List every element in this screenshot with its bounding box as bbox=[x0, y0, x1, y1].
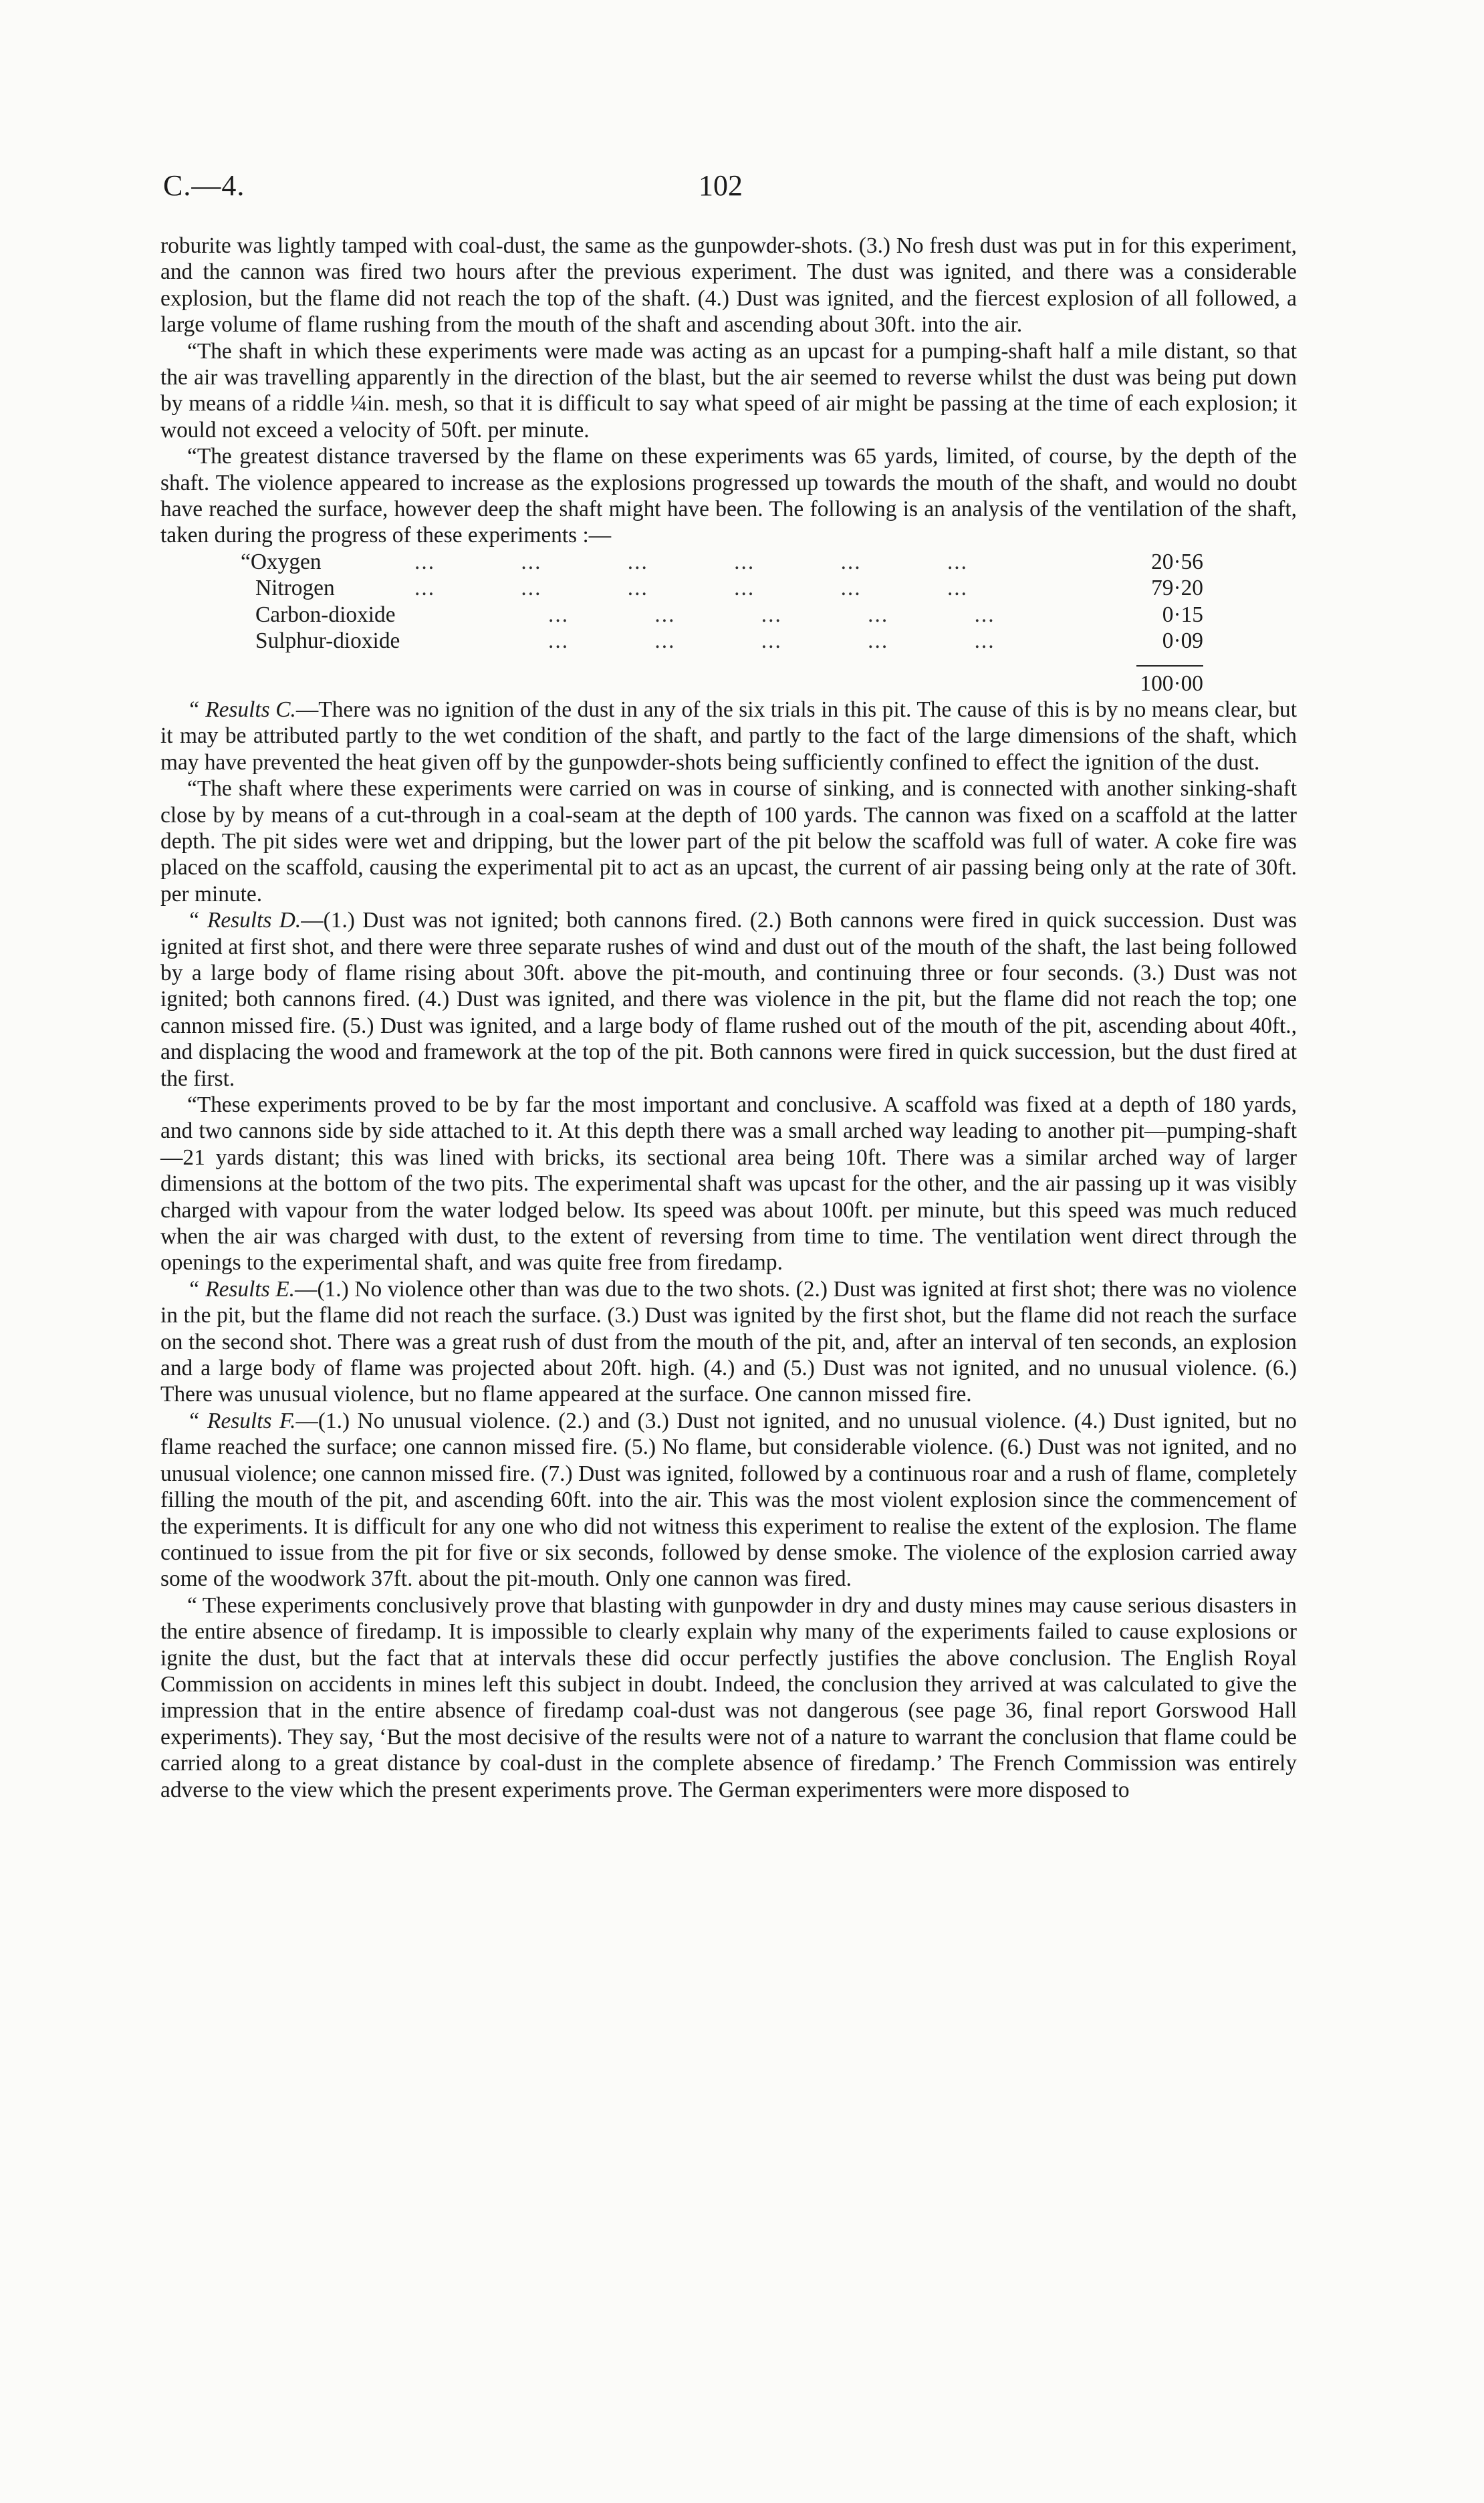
gas-value: 20·56 bbox=[1151, 549, 1203, 574]
gas-label: “Oxygen bbox=[241, 549, 322, 574]
paragraph bbox=[160, 1408, 1297, 1592]
gas-value: 79·20 bbox=[1151, 576, 1203, 601]
paragraph-text: —There was no ignition of the dust in any of the six trials in this pit. The cause of this is by no means clear, but it may be attributed partly to the wet condition of the shaft, and partly to the fact of the large dimensions of the shaft, which may have prevented the heat given off by the gunpowder-shots being sufficiently confined to effect the ignition of the dust. bbox=[160, 697, 1297, 775]
paragraph bbox=[160, 697, 1297, 776]
analysis-row bbox=[241, 549, 1203, 575]
paragraph bbox=[160, 907, 1297, 1092]
document-reference: C.—4. bbox=[163, 169, 245, 202]
paragraph bbox=[160, 1276, 1297, 1408]
page-header bbox=[160, 168, 1297, 215]
leader-dots: ... ... ... ... ... ... bbox=[414, 576, 968, 601]
gas-label: Nitrogen bbox=[255, 576, 335, 601]
paragraph-text: —(1.) No unusual violence. (2.) and (3.) Dust not ignited, and no unusual violence. (4.) Dust ignited, but no flame reached the surface; one cannon missed fire. (5.) No flame, but considerable violence. (6.) Dust was not ignited, and no unusual violence; one cannon missed fire. (7.) Dust was ignited, followed by a continuous roar and a rush of flame, completely filling the mouth of the pit, and ascending 60ft. into the air. This was the most violent explosion since the commencement of the experiments. It is difficult for any one who did not witness this experiment to realise the extent of the explosion. The flame continued to issue from the pit for five or six seconds, followed by dense smoke. The violence of the explosion carried away some of the woodwork 37ft. about the pit-mouth. Only one cannon was fired. bbox=[160, 1408, 1297, 1592]
gas-label: Sulphur-dioxide bbox=[255, 628, 400, 654]
paragraph: roburite was lightly tamped with coal-dust, the same as the gunpowder-shots. (3.) No fresh dust was put in for this experiment, and the cannon was fired two hours after the previous experiment. The dust was ignited, and there was a considerable explosion, but the flame did not reach the top of the shaft. (4.) Dust was ignited, and the fiercest explosion of all followed, a large volume of flame rushing from the mouth of the shaft and ascending about 30ft. into the air. bbox=[160, 233, 1297, 338]
body-text bbox=[160, 233, 1297, 1803]
paragraph: “The greatest distance traversed by the flame on these experiments was 65 yards, limited, of course, by the depth of the shaft. The violence appeared to increase as the explosions progressed up towards the mouth of the shaft, and would no doubt have reached the surface, however deep the shaft might have been. The following is an analysis of the ventilation of the shaft, taken during the progress of these experiments :— bbox=[160, 444, 1297, 548]
results-label: “ Results E. bbox=[187, 1276, 295, 1302]
paragraph: “The shaft in which these experiments were made was acting as an upcast for a pumping-shaft half a mile distant, so that the air was travelling apparently in the direction of the blast, but the air seemed to reverse whilst the dust was being put down by means of a riddle ¼in. mesh, so that it is difficult to say what speed of air might be passing at the time of each explosion; it would not exceed a velocity of 50ft. per minute. bbox=[160, 338, 1297, 443]
ventilation-analysis-table bbox=[241, 549, 1203, 697]
results-label: “ Results D. bbox=[187, 908, 301, 933]
paragraph-text: —(1.) No violence other than was due to the two shots. (2.) Dust was ignited at first shot; there was no violence in the pit, but the flame did not reach the surface. (3.) Dust was ignited by the first shot, but the flame did not reach the surface on the second shot. There was a great rush of dust from the mouth of the pit, and, after an interval of ten seconds, an explosion and a large body of flame was projected about 20ft. high. (4.) and (5.) Dust was not ignited, and no unusual violence. (6.) There was unusual violence, but no flame appeared at the surface. One cannon missed fire. bbox=[160, 1276, 1297, 1407]
analysis-total: 100·00 bbox=[1140, 671, 1203, 696]
page-number: 102 bbox=[699, 169, 743, 202]
analysis-row bbox=[241, 602, 1203, 628]
results-label: “ Results C. bbox=[187, 697, 296, 722]
gas-value: 0·15 bbox=[1162, 602, 1203, 627]
gas-label: Carbon-dioxide bbox=[255, 602, 396, 627]
analysis-row bbox=[241, 575, 1203, 601]
leader-dots: ... ... ... ... ... bbox=[548, 628, 995, 654]
analysis-row bbox=[241, 628, 1203, 654]
paragraph: “ These experiments conclusively prove that blasting with gunpowder in dry and dusty mines may cause serious disasters in the entire absence of firedamp. It is impossible to clearly explain why many of the experiments failed to cause explosions or ignite the dust, but the fact that at intervals these did occur perfectly justifies the above conclusion. The English Royal Commission on accidents in mines left this subject in doubt. Indeed, the conclusion they arrived at was calculated to give the impression that in the entire absence of firedamp coal-dust was not dangerous (see page 36, final report Gorswood Hall experiments). They say, ‘But the most decisive of the results were not of a nature to warrant the conclusion that flame could be carried along to a great distance by coal-dust in the complete absence of firedamp.’ The French Commission was entirely adverse to the view which the present experiments prove. The German experimenters were more disposed to bbox=[160, 1592, 1297, 1802]
document-page bbox=[160, 0, 1297, 2503]
results-label: “ Results F. bbox=[187, 1408, 296, 1433]
paragraph: “The shaft where these experiments were carried on was in course of sinking, and is connected with another sinking-shaft close by by means of a cut-through in a coal-seam at the depth of 100 yards. The cannon was fixed on a scaffold at the latter depth. The pit sides were wet and dripping, but the lower part of the pit below the scaffold was full of water. A coke fire was placed on the scaffold, causing the experimental pit to act as an upcast, the current of air passing being only at the rate of 30ft. per minute. bbox=[160, 776, 1297, 907]
paragraph-text: —(1.) Dust was not ignited; both cannons fired. (2.) Both cannons were fired in quick succession. Dust was ignited at first shot, and there were three separate rushes of wind and dust out of the mouth of the shaft, the last being followed by a large body of flame rising about 30ft. above the pit-mouth, and continuing three or four seconds. (3.) Dust was not ignited; both cannons fired. (4.) Dust was ignited, and there was violence in the pit, but the flame did not reach the top; one cannon missed fire. (5.) Dust was ignited, and a large body of flame rushed out of the mouth of the pit, ascending about 40ft., and displacing the wood and framework at the top of the pit. Both cannons were fired in quick succession, but the dust fired at the first. bbox=[160, 908, 1297, 1091]
total-rule bbox=[1136, 665, 1203, 667]
paragraph: “These experiments proved to be by far the most important and conclusive. A scaffold was fixed at a depth of 180 yards, and two cannons side by side attached to it. At this depth there was a small arched way leading to another pit—pumping-shaft—21 yards distant; this was lined with bricks, its sectional area being 10ft. There was a similar arched way of larger dimensions at the bottom of the two pits. The experimental shaft was upcast for the other, and the air passing up it was visibly charged with vapour from the water lodged below. Its speed was about 100ft. per minute, but this speed was much reduced when the air was charged with dust, to the extent of reversing from time to time. The ventilation went direct through the openings to the experimental shaft, and was quite free from firedamp. bbox=[160, 1092, 1297, 1276]
gas-value: 0·09 bbox=[1162, 628, 1203, 654]
leader-dots: ... ... ... ... ... ... bbox=[414, 549, 968, 574]
leader-dots: ... ... ... ... ... bbox=[548, 602, 995, 627]
